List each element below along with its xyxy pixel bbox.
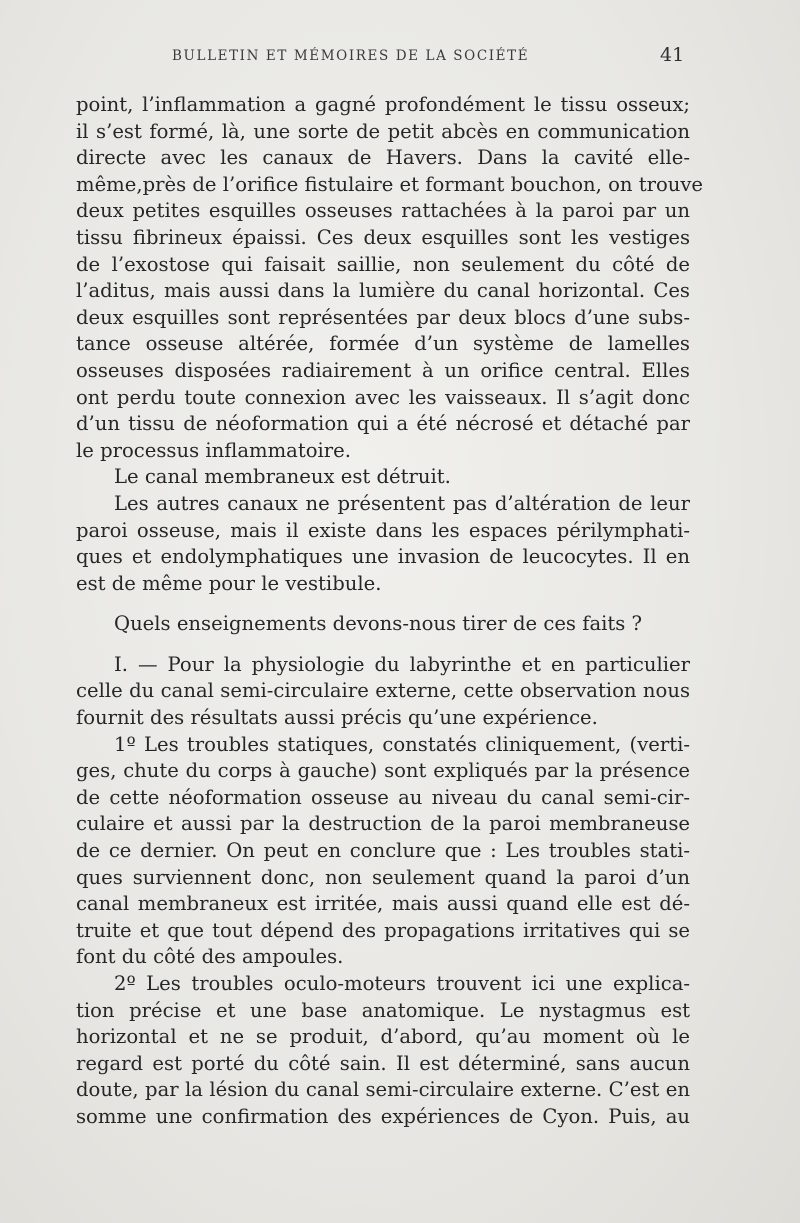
text-line: ques et endolymphatiques une invasion de leucocytes. Il en — [76, 545, 690, 569]
paragraph-gap — [76, 597, 690, 611]
paragraph-line: Le canal membraneux est détruit. — [114, 465, 451, 489]
text-line: deux esquilles sont représentées par deux blocs d’une subs- — [76, 305, 690, 329]
page-number: 41 — [660, 44, 685, 66]
text-line: deux petites esquilles osseuses rattachées à la paroi par un — [76, 199, 690, 223]
text-line: font du côté des ampoules. — [76, 945, 344, 969]
text-line: canal membraneux est irritée, mais aussi quand elle est dé- — [76, 892, 690, 916]
text-line: de l’exostose qui faisait saillie, non seulement du côté de — [76, 252, 690, 276]
text-line: celle du canal semi-circulaire externe, cette observation nous — [76, 679, 690, 703]
text-line: ques surviennent donc, non seulement quand la paroi d’un — [76, 865, 690, 889]
text-line: truite et que tout dépend des propagations irritatives qui se — [76, 918, 690, 942]
text-line: tissu fibrineux épaissi. Ces deux esquilles sont les vestiges — [76, 225, 690, 249]
text-line: directe avec les canaux de Havers. Dans la cavité elle- — [76, 146, 690, 170]
paragraph-line: 1º Les troubles statiques, constatés cliniquement, (verti- — [114, 732, 690, 756]
running-head: BULLETIN ET MÉMOIRES DE LA SOCIÉTÉ — [172, 48, 530, 64]
text-line: d’un tissu de néoformation qui a été nécrosé et détaché par — [76, 412, 690, 436]
text-line: même,près de l’orifice fistulaire et formant bouchon, on trouve — [76, 172, 704, 196]
text-line: est de même pour le vestibule. — [76, 571, 382, 595]
text-line: le processus inflammatoire. — [76, 438, 351, 462]
text-line: il s’est formé, là, une sorte de petit abcès en communication — [76, 119, 690, 143]
text-line: point, l’inflammation a gagné profondément le tissu osseux; — [76, 93, 690, 116]
paragraph-line: Les autres canaux ne présentent pas d’altération de leur — [114, 491, 690, 515]
text-line: tion précise et une base anatomique. Le nystagmus est — [76, 998, 690, 1022]
text-line: l’aditus, mais aussi dans la lumière du canal horizontal. Ces — [76, 279, 690, 303]
text-line: paroi osseuse, mais il existe dans les espaces périlymphati- — [76, 518, 690, 542]
text-line: tance osseuse altérée, formée d’un système de lamelles — [76, 332, 690, 356]
text-line: osseuses disposées radiairement à un orifice central. Elles — [76, 358, 690, 382]
text-line: de cette néoformation osseuse au niveau du canal semi-cir- — [76, 785, 690, 809]
text-line: somme une confirmation des expériences de Cyon. Puis, au — [76, 1104, 690, 1128]
section-line: I. — Pour la physiologie du labyrinthe et en particulier — [114, 652, 690, 676]
text-line: culaire et aussi par la destruction de la paroi membraneuse — [76, 812, 690, 836]
paragraph-line: 2º Les troubles oculo-moteurs trouvent ici une explica- — [114, 972, 690, 995]
text-line: fournit des résultats aussi précis qu’une expérience. — [76, 706, 598, 730]
text-line: regard est porté du côté sain. Il est déterminé, sans aucun — [76, 1051, 690, 1075]
page-header — [0, 44, 800, 70]
text-line: doute, par la lésion du canal semi-circulaire externe. C’est en — [76, 1078, 690, 1102]
text-line: horizontal et ne se produit, d’abord, qu’au moment où le — [76, 1025, 690, 1049]
text-line: de ce dernier. On peut en conclure que : Les troubles stati- — [76, 839, 690, 863]
text-line: ont perdu toute connexion avec les vaisseaux. Il s’agit donc — [76, 385, 690, 409]
paragraph-gap — [76, 638, 690, 652]
text-line: ges, chute du corps à gauche) sont expliqués par la présence — [76, 759, 690, 783]
body-text — [76, 92, 704, 1131]
question-line: Quels enseignements devons-nous tirer de ces faits ? — [114, 612, 643, 636]
